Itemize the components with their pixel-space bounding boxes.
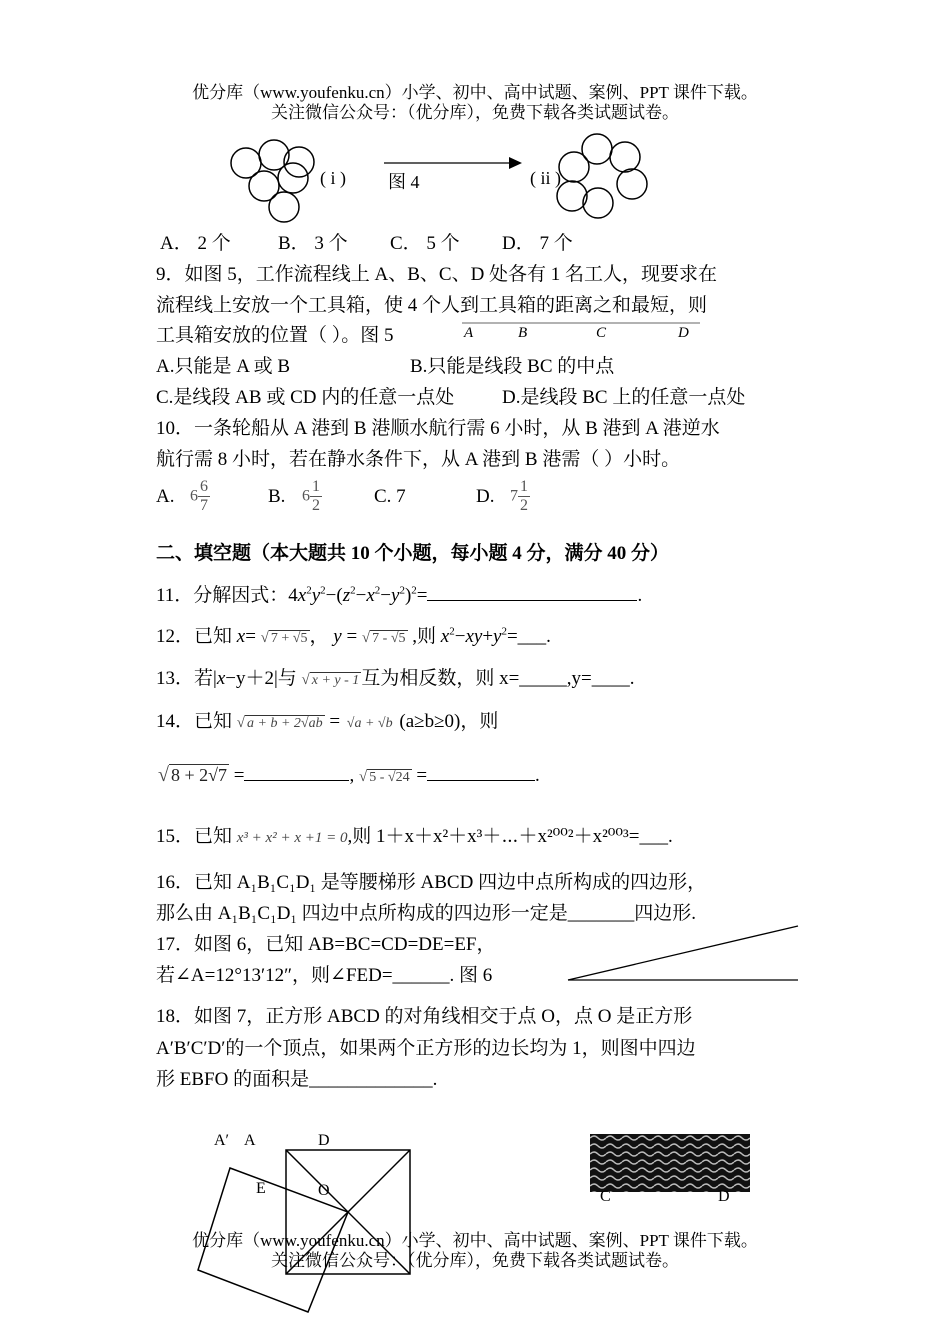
q10-b-num: 1 [310, 478, 322, 497]
fig7-label-o: O [318, 1182, 330, 1199]
footer-line-1: 优分库（www.youfenku.cn）小学、初中、高中试题、案例、PPT 课件下载。 [192, 1231, 758, 1250]
fig5-label-c: C [596, 325, 607, 341]
q12: 12．已知 x= √ 7 + √5 ， y = √ 7 - √5 ,则 $x^2-xy+y^2=\_\_\_$. [156, 625, 551, 647]
q9-option-d: D.是线段 BC 上的任意一点处 [502, 387, 746, 408]
q14-prefix: 14．已知 [156, 711, 233, 732]
q10-a-num: 6 [198, 478, 210, 497]
q12-x-radical: 7 + √5 [270, 631, 308, 646]
q8-option-b: B． 3 个 [278, 233, 348, 254]
q18-line-3: 形 EBFO 的面积是_____________. [156, 1069, 438, 1090]
q13-after: 互为相反数，则 [361, 668, 495, 689]
q11-answer-blank[interactable] [427, 582, 637, 601]
q15-prefix: 15．已知 [156, 826, 233, 847]
q14-eq-1: = [233, 765, 245, 786]
q10-a-den: 7 [200, 497, 208, 515]
q10-option-d-value [510, 478, 530, 516]
q15-condition: x³ + x² + x +1 = 0 [236, 830, 348, 846]
q14-radical: a + b + 2√ab [247, 716, 323, 731]
q12-end: =___. [506, 626, 551, 647]
fig4-caption: 图 4 [388, 172, 420, 192]
q8-option-a: A． 2 个 [160, 233, 231, 254]
q14-end: . [535, 765, 540, 786]
fig5-label-d: D [678, 325, 689, 341]
figure-6 [566, 922, 800, 984]
header-line-2: 关注微信公众号：（优分库），免费下载各类试题试卷。 [271, 103, 679, 122]
q10-option-b-value [302, 478, 322, 516]
q9-option-b: B.只能是线段 BC 的中点 [410, 356, 615, 377]
q14-rhs: √a + √b [346, 716, 393, 731]
q12-prefix: 12．已知 [156, 626, 233, 647]
q11-end: . [637, 585, 643, 606]
q14-eq: = [329, 711, 341, 732]
q11-eq: = [416, 585, 428, 606]
fig7-label-d: D [318, 1132, 330, 1149]
q9-option-c: C.是线段 AB 或 CD 内的任意一点处 [156, 387, 455, 408]
q14-expressions: √ 8 + 2√7 = , √ 5 - √24 = . [158, 764, 540, 786]
q10-line-1: 10．一条轮船从 A 港到 B 港顺水航行需 6 小时，从 B 港到 A 港逆水 [156, 418, 720, 439]
q14: 14．已知 √ a + b + 2√ab = √a + √b (a≥b≥0)，则 [156, 711, 499, 732]
q10-option-a-value [190, 478, 210, 516]
q12-y-radical: 7 - √5 [372, 631, 406, 646]
q8-option-d: D． 7 个 [502, 233, 573, 254]
q18-line-1: 18．如图 7，正方形 ABCD 的对角线相交于点 O，点 O 是正方形 [156, 1006, 693, 1027]
q10-option-d-label: D. [476, 486, 495, 507]
q13-y-answer[interactable]: y=____. [571, 668, 635, 689]
q14-expr-1: 8 + 2√7 [170, 765, 228, 785]
q9-line-1: 9．如图 5，工作流程线上 A、B、C、D 处各有 1 名工人，现要求在 [156, 264, 718, 285]
fig4-label-ii: ( ii ) [530, 168, 561, 188]
q9-line-2: 流程线上安放一个工具箱，使 4 个人到工具箱的距离之和最短，则 [156, 295, 708, 316]
q10-b-den: 2 [312, 497, 320, 515]
q10-d-num: 1 [518, 478, 530, 497]
q10-a-whole: 6 [190, 487, 198, 505]
q10-option-b-label: B. [268, 486, 286, 507]
q10-b-whole: 6 [302, 487, 310, 505]
q14-answer-blank-2[interactable] [427, 762, 535, 781]
q14-comma: , [349, 765, 355, 786]
fig-right-label-c: C [600, 1188, 611, 1205]
q10-d-den: 2 [520, 497, 528, 515]
figure-4-circles [220, 130, 660, 230]
q12-then: ,则 [412, 626, 437, 647]
q14-eq-2: = [416, 765, 428, 786]
q8-option-c: C． 5 个 [390, 233, 460, 254]
wavy-pattern-figure [590, 1134, 752, 1194]
q13-mid: −y＋2|与 [225, 668, 297, 689]
q10-d-whole: 7 [510, 487, 518, 505]
q14-answer-blank-1[interactable] [244, 762, 349, 781]
q15 [156, 821, 673, 848]
fig-right-label-d: D [718, 1188, 730, 1205]
fig7-label-e: E [256, 1180, 266, 1197]
q10-option-c: C. 7 [374, 486, 406, 507]
q14-cond: (a≥b≥0)，则 [399, 711, 499, 732]
q13-radical: x + y - 1 [311, 673, 360, 688]
q13: 13．若|x−y＋2|与 √ x + y - 1 互为相反数，则 x=_____,y=____. [156, 668, 635, 689]
q15-then: ,则 1＋x＋x²＋x³＋⋯＋x²⁰⁰²＋x²⁰⁰³=___. [347, 826, 673, 847]
header-line-1: 优分库（www.youfenku.cn）小学、初中、高中试题、案例、PPT 课件下载。 [192, 83, 758, 102]
q9-line-3: 工具箱安放的位置（ ）。图 5 [156, 325, 394, 346]
section-2-title: 二、填空题（本大题共 10 个小题，每小题 4 分，满分 40 分） [156, 543, 670, 564]
fig7-label-a-prime: A′ [214, 1132, 230, 1149]
fig5-label-a: A [464, 325, 474, 341]
q11-prefix: 11．分解因式：4 [156, 585, 298, 606]
fig5-label-b: B [518, 325, 528, 341]
q17-line-1: 17．如图 6，已知 AB=BC=CD=DE=EF， [156, 934, 496, 955]
q16-line-1: 16．已知 A₁B₁C₁D₁ 是等腰梯形 ABCD 四边中点所构成的四边形， [156, 872, 707, 893]
q18-line-2: A′B′C′D′的一个顶点，如果两个正方形的边长均为 1，则图中四边 [156, 1038, 696, 1059]
footer-line-2: 关注微信公众号：（优分库），免费下载各类试题试卷。 [271, 1251, 679, 1270]
fig7-label-a: A [244, 1132, 256, 1149]
q13-x-answer[interactable]: x=_____, [499, 668, 572, 689]
q10-line-2: 航行需 8 小时，若在静水条件下，从 A 港到 B 港需（ ）小时。 [156, 449, 681, 470]
figure-5-line [462, 322, 702, 326]
fig4-label-i: ( i ) [320, 168, 346, 188]
q9-option-a: A.只能是 A 或 B [156, 356, 291, 377]
q13-prefix: 13．若| [156, 668, 217, 689]
q14-expr-2: 5 - √24 [369, 770, 410, 785]
q10-option-a-label: A. [156, 486, 175, 507]
q16-line-2: 那么由 A₁B₁C₁D₁ 四边中点所构成的四边形一定是_______四边形. [156, 903, 697, 924]
q11: 11．分解因式：$4x^2y^2-(z^2-x^2-y^2)^2=$ . [156, 580, 642, 607]
q17-line-2: 若∠A=12°13′12″，则∠FED=______. 图 6 [156, 965, 493, 986]
